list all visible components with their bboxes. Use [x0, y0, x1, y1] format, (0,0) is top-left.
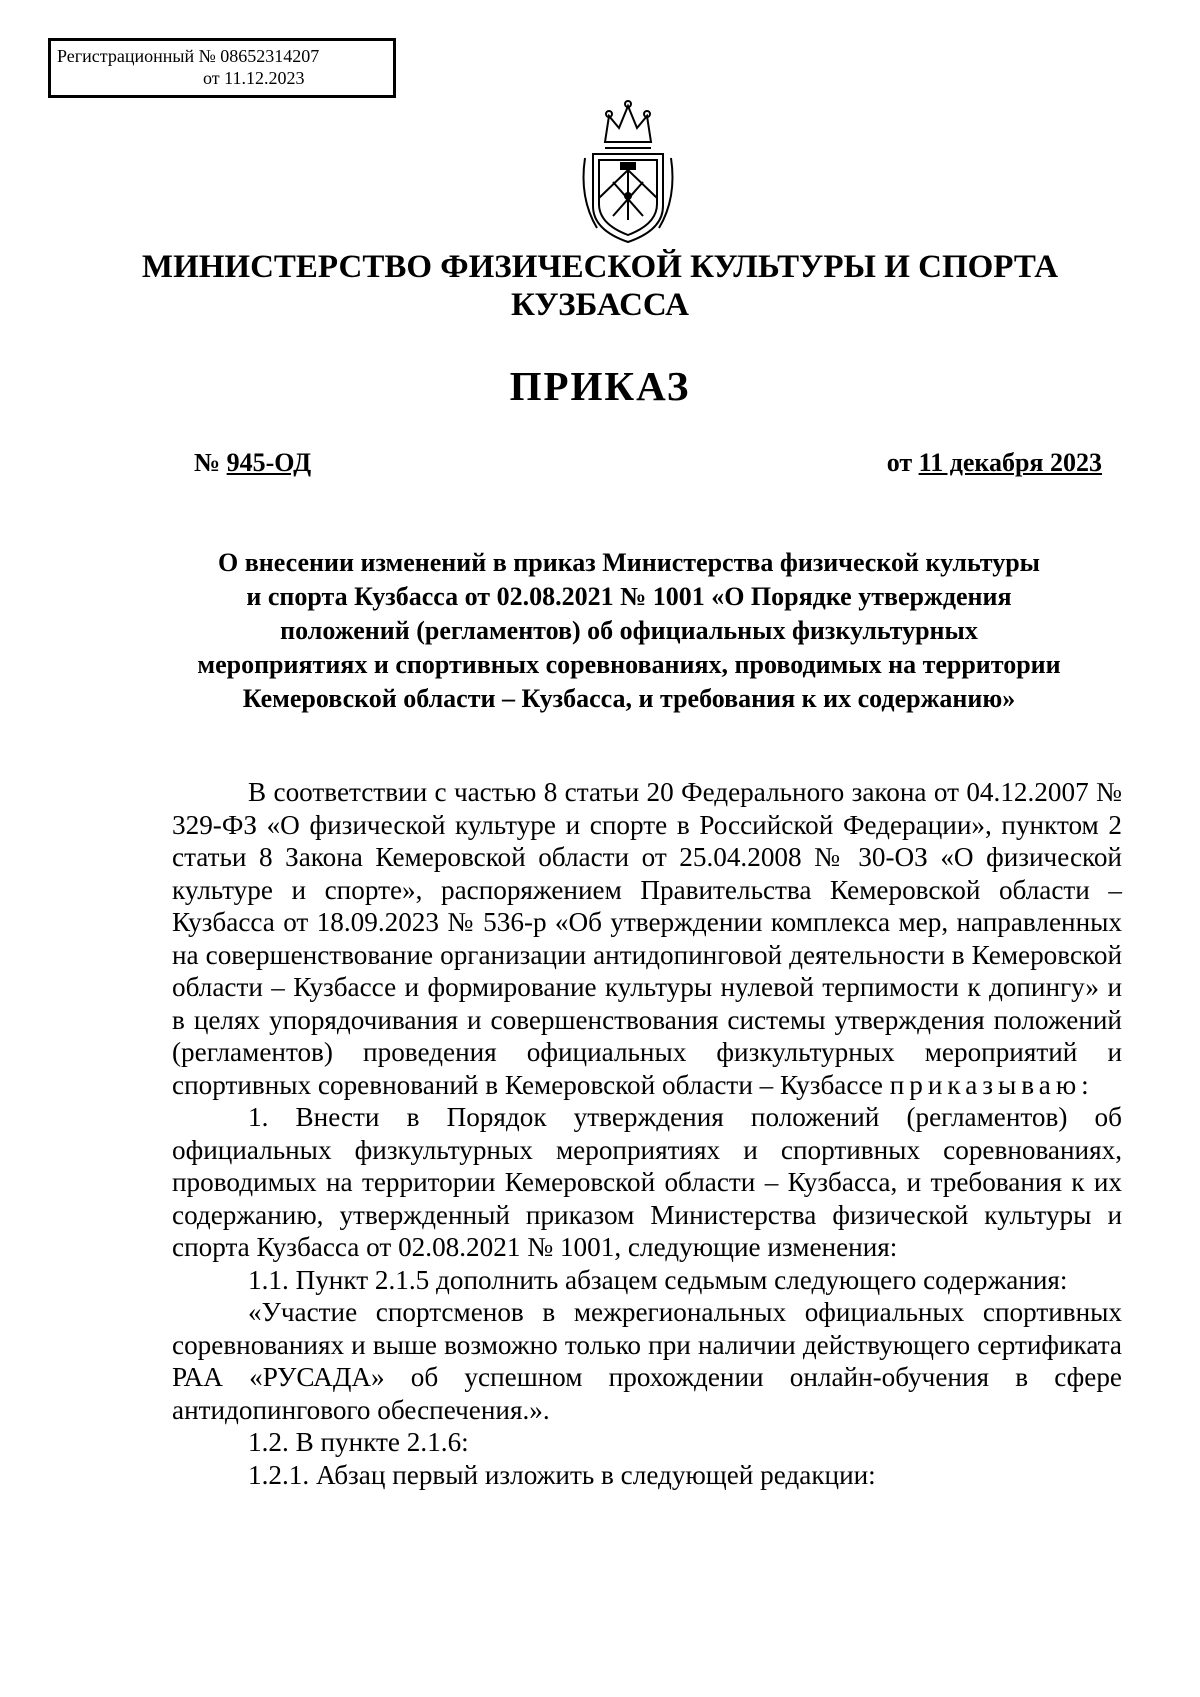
order-number-value: 945-ОД: [226, 448, 312, 477]
ministry-name-line1: МИНИСТЕРСТВО ФИЗИЧЕСКОЙ КУЛЬТУРЫ И СПОРТА: [141, 249, 1059, 285]
preamble-text: В соответствии с частью 8 статьи 20 Федерального закона от 04.12.2007 № 329-ФЗ «О физической культуре и спорте в Российской Федерации», пунктом 2 статьи 8 Закона Кемеровской области от 25.04.2008 № 30-ОЗ «О физической культуре и спорте», распоряжением Правительства Кемеровской области – Кузбасса от 18.09.2023 № 536-р «Об утверждении комплекса мер, направленных на совершенствование организации антидопинговой деятельности в Кемеровской области – Кузбассе и формирование культуры нулевой терпимости к допингу» и в целях упорядочивания и совершенствования системы утверждения положений (регламентов) проведения официальных физкультурных мероприятий и спортивных соревнований в Кемеровской области – Кузбассе: [172, 777, 1122, 1100]
registration-stamp: [48, 38, 396, 98]
ministry-name-line2: КУЗБАССА: [511, 287, 689, 323]
subject-line: положений (регламентов) об официальных физкультурных: [280, 616, 978, 645]
subject-line: Кемеровской области – Кузбасса, и требования к их содержанию»: [242, 684, 1016, 713]
item-1-1-paragraph: 1.1. Пункт 2.1.5 дополнить абзацем седьмым следующего содержания:: [248, 1264, 1068, 1295]
order-number-prefix: №: [194, 448, 227, 477]
item-1-paragraph: 1. Внести в Порядок утверждения положений (регламентов) об официальных физкультурных мероприятиях и спортивных соревнованиях, проводимых на территории Кемеровской области – Кузбасса, и требования к их содержанию, утвержденный приказом Министерства физической культуры и спорта Кузбасса от 02.08.2021 № 1001, следующие изменения:: [172, 1102, 1122, 1262]
order-word: приказываю:: [889, 1069, 1094, 1100]
order-date-value: 11 декабря 2023: [918, 448, 1102, 477]
item-1-1-quote-paragraph: «Участие спортсменов в межрегиональных официальных спортивных соревнованиях и выше возможно только при наличии действующего сертификата РАА «РУСАДА» об успешном прохождении онлайн-обучения в сфере антидопингового обеспечения.».: [172, 1297, 1122, 1425]
registration-number: Регистрационный № 08652314207: [57, 46, 320, 66]
item-1-2-1-paragraph: 1.2.1. Абзац первый изложить в следующей редакции:: [248, 1459, 876, 1490]
registration-date: от 11.12.2023: [203, 68, 305, 88]
ministry-name: [0, 248, 1200, 324]
kuzbass-coat-of-arms-icon: [575, 98, 681, 248]
order-subject: [170, 546, 1088, 716]
subject-line: О внесении изменений в приказ Министерства физической культуры: [218, 548, 1040, 577]
order-number: [194, 448, 311, 478]
document-body: [172, 776, 1122, 1491]
subject-line: и спорта Кузбасса от 02.08.2021 № 1001 «О Порядке утверждения: [246, 582, 1012, 611]
order-date: [887, 448, 1102, 478]
item-1-2-paragraph: 1.2. В пункте 2.1.6:: [248, 1427, 469, 1457]
preamble-paragraph: [172, 776, 1122, 1101]
document-type-title: ПРИКАЗ: [509, 363, 691, 409]
subject-line: мероприятиях и спортивных соревнованиях, проводимых на территории: [197, 650, 1061, 679]
order-date-prefix: от: [886, 448, 919, 477]
